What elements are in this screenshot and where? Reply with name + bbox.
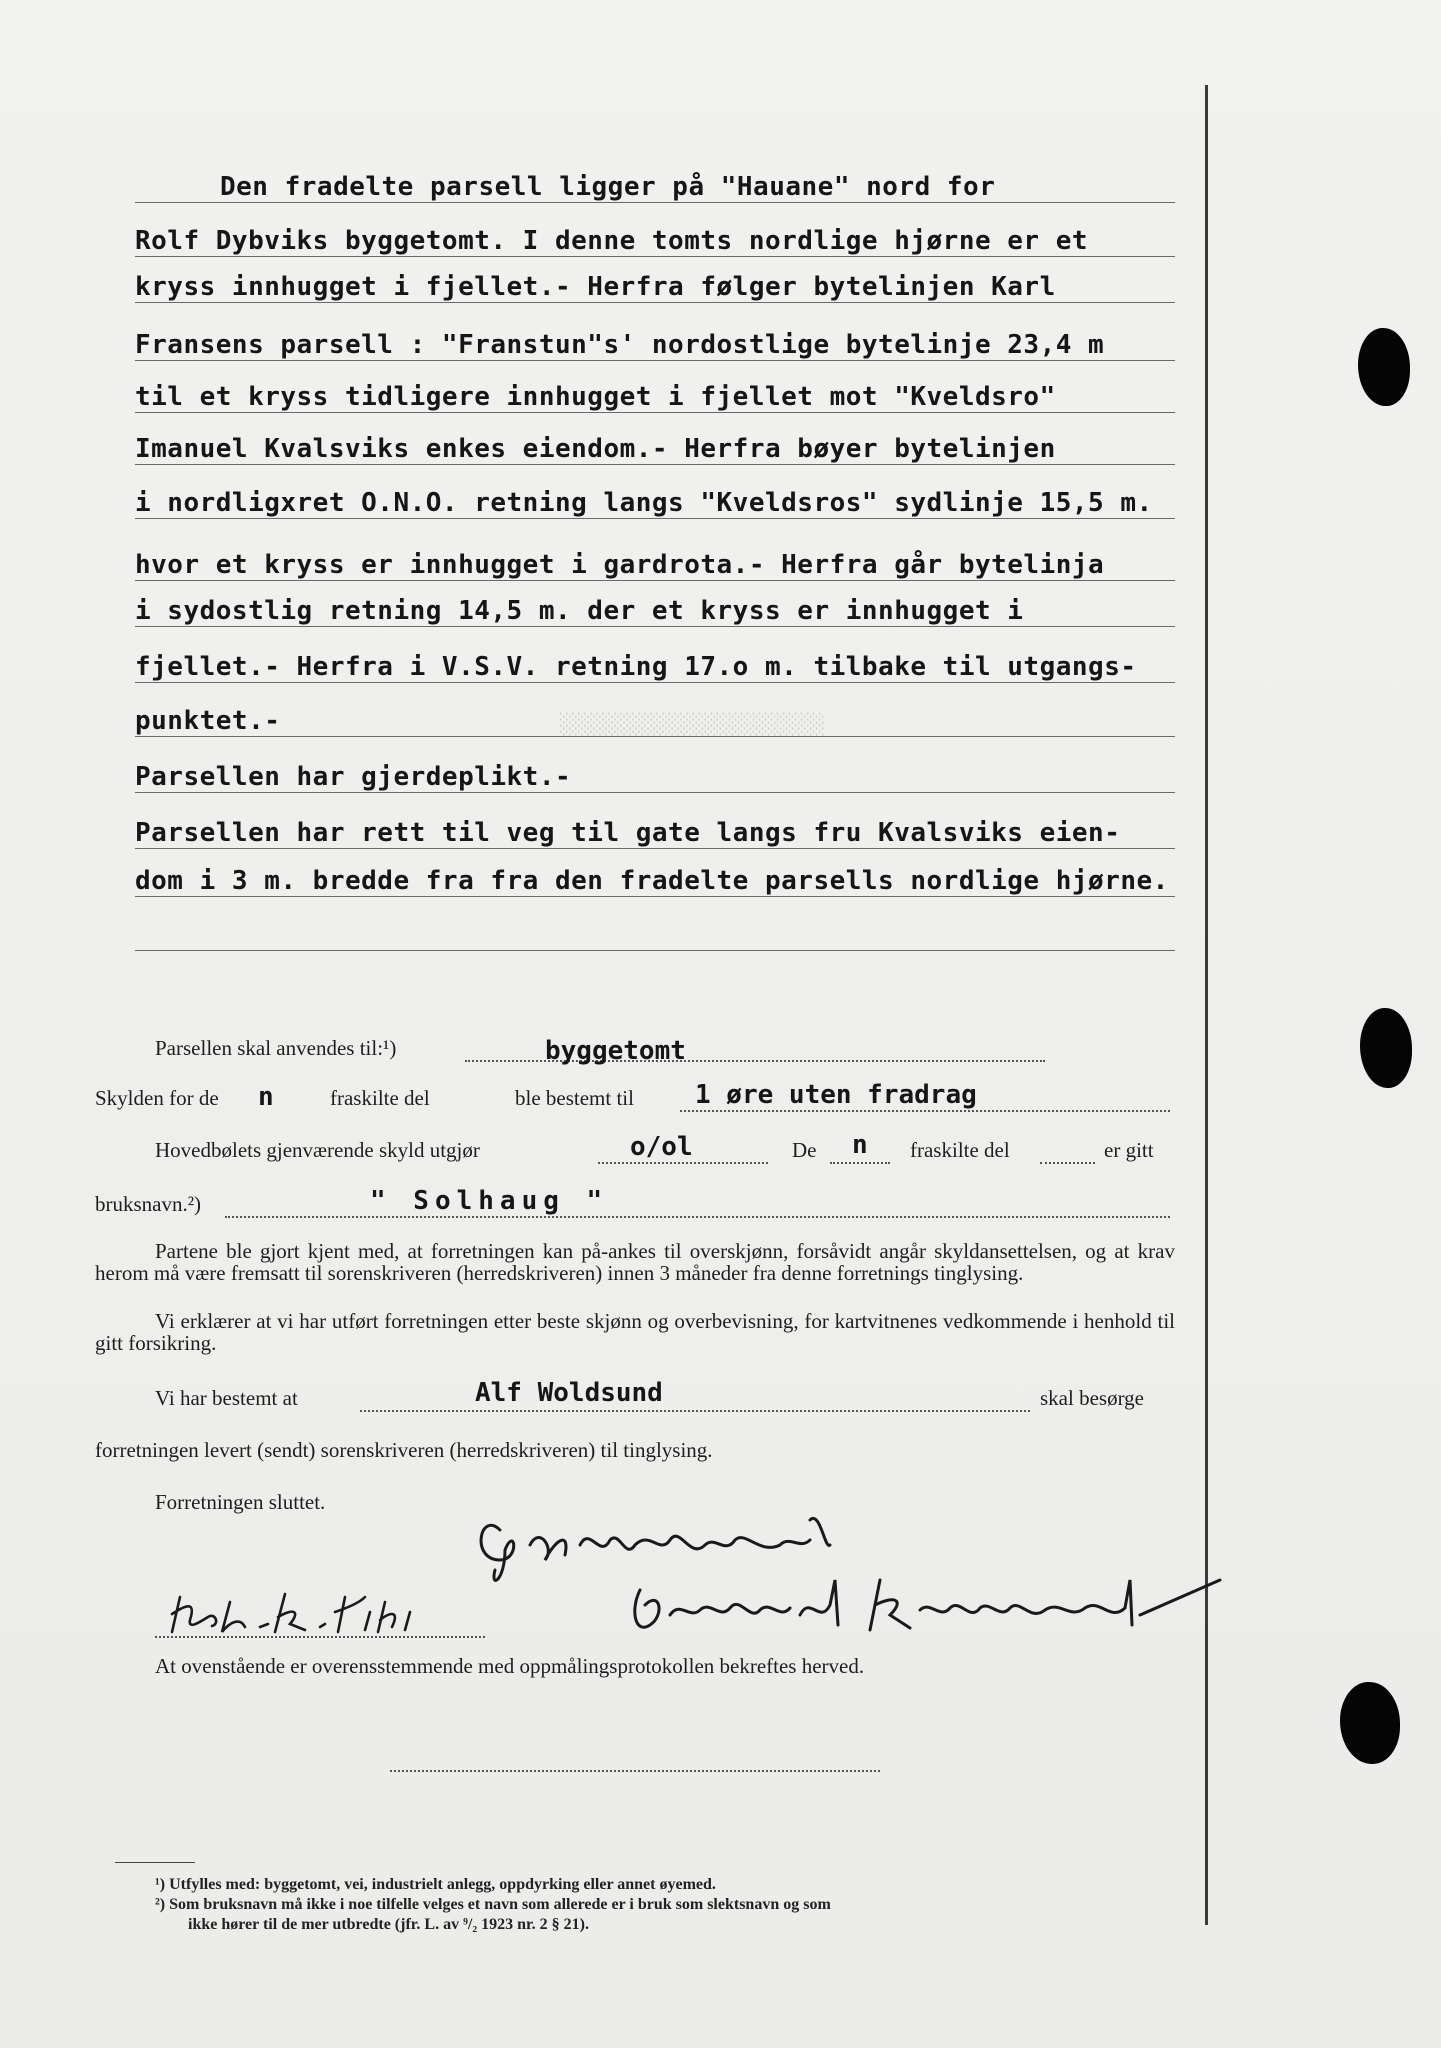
typed-line: i sydostlig retning 14,5 m. der et kryss er innhugget i: [135, 596, 1024, 626]
line-rule: [135, 896, 1175, 897]
line-rule: [135, 848, 1175, 849]
typed-line: til et kryss tidligere innhugget i fjellet mot "Kveldsro": [135, 382, 1056, 412]
hoved-value: o/ol: [630, 1132, 693, 1162]
bekreftes-line: At ovenstående er overensstemmende med oppmålingsprotokollen bekreftes herved.: [155, 1654, 865, 1678]
footnote-2: ²) Som bruksnavn må ikke i noe tilfelle velges et navn som allerede er i bruk som slektsnavn og som: [155, 1896, 831, 1913]
line-rule: [135, 464, 1175, 465]
typed-line: dom i 3 m. bredde fra fra den fradelte parsells nordlige hjørne.: [135, 866, 1169, 896]
typed-line: hvor et kryss er innhugget i gardrota.- Herfra går bytelinja: [135, 550, 1105, 580]
typed-line: Parsellen har rett til veg til gate langs fru Kvalsviks eien-: [135, 818, 1121, 848]
typed-line: Parsellen har gjerdeplikt.-: [135, 762, 572, 792]
bruksnavn-value: " Solhaug ": [370, 1186, 609, 1216]
footnote-1: ¹) Utfylles med: byggetomt, vei, industrielt anlegg, oppdyrking eller annet øyemed.: [155, 1876, 716, 1893]
hoved-de-dotted-line: [830, 1162, 890, 1164]
bleed-through: ░░░░░░░░░░░░░░░░░░░░░░: [560, 712, 825, 736]
hoved-label: Hovedbølets gjenværende skyld utgjør: [155, 1138, 480, 1162]
line-rule: [135, 202, 1175, 203]
typed-line: Imanuel Kvalsviks enkes eiendom.- Herfra bøyer bytelinjen: [135, 434, 1056, 464]
typed-line: Den fradelte parsell ligger på "Hauane" nord for: [220, 172, 996, 202]
bestemt-dotted-line: [360, 1410, 1030, 1412]
typed-line: Fransens parsell : "Franstun"s' nordostlige bytelinje 23,4 m: [135, 330, 1105, 360]
bruksnavn-label: bruksnavn.²): [95, 1192, 202, 1216]
hoved-gitt: er gitt: [1104, 1138, 1154, 1162]
line-rule: [135, 518, 1175, 519]
line-rule: [135, 302, 1175, 303]
line-rule: [135, 256, 1175, 257]
use-label: Parsellen skal anvendes til:¹): [155, 1036, 397, 1060]
typed-line: fjellet.- Herfra i V.S.V. retning 17.o m. tilbake til utgangs-: [135, 652, 1137, 682]
signature-right: [620, 1560, 1240, 1650]
signature-left-dotted-line: [155, 1636, 485, 1638]
signature-left: [160, 1582, 480, 1642]
appeal-text: Partene ble gjort kjent med, at forretningen kan på-ankes til overskjønn, forsåvidt angår skyldansettelsen, og at krav herom må være fremsatt til sorenskriveren (herredskriveren) innen 3 måneder fra denne forretnings tinglysing.: [95, 1239, 1175, 1285]
declaration-paragraph: [95, 1310, 1175, 1354]
line-rule: [135, 412, 1175, 413]
skyld-mid2: ble bestemt til: [515, 1086, 634, 1110]
punch-hole: [1358, 328, 1410, 406]
hoved-n: n: [852, 1130, 868, 1160]
typed-line: i nordligxret O.N.O. retning langs "Kveldsros" sydlinje 15,5 m.: [135, 488, 1153, 518]
bruksnavn-dotted-line: [225, 1216, 1170, 1218]
line-rule: [135, 736, 1175, 737]
line-rule: [135, 950, 1175, 951]
skyld-dotted-line: [680, 1110, 1170, 1112]
typed-line: kryss innhugget i fjellet.- Herfra følger bytelinjen Karl: [135, 272, 1056, 302]
line-rule: [135, 682, 1175, 683]
hoved-del-dotted-line: [1040, 1162, 1095, 1164]
bestemt-label: Vi har bestemt at: [155, 1386, 298, 1410]
sluttet-line: Forretningen sluttet.: [155, 1490, 326, 1514]
skyld-n: n: [258, 1082, 274, 1112]
line-rule: [135, 792, 1175, 793]
punch-hole: [1360, 1008, 1412, 1088]
signature-bottom-dotted-line: [390, 1770, 880, 1772]
levert-line: forretningen levert (sendt) sorenskriveren (herredskriveren) til tinglysing.: [95, 1438, 713, 1462]
use-value: byggetomt: [545, 1036, 686, 1066]
skyld-prefix: Skylden for de: [95, 1086, 219, 1110]
declaration-text: Vi erklærer at vi har utført forretningen etter beste skjønn og overbevisning, for kartvitnenes vedkommende i henhold til gitt forsikring.: [95, 1309, 1175, 1355]
line-rule: [135, 580, 1175, 581]
line-rule: [135, 360, 1175, 361]
skyld-value: 1 øre uten fradrag: [695, 1080, 977, 1110]
footnote-2-cont: ikke hører til de mer utbredte (jfr. L. av ⁹/₂ 1923 nr. 2 § 21).: [188, 1916, 589, 1933]
typed-line: Rolf Dybviks byggetomt. I denne tomts nordlige hjørne er et: [135, 226, 1089, 256]
bestemt-suffix: skal besørge: [1040, 1386, 1145, 1410]
appeal-paragraph: [95, 1240, 1175, 1284]
hoved-fraskilte: fraskilte del: [910, 1138, 1010, 1162]
bestemt-value: Alf Woldsund: [475, 1378, 663, 1408]
hoved-dotted-line: [598, 1162, 768, 1164]
line-rule: [135, 626, 1175, 627]
hoved-de: De: [792, 1138, 817, 1162]
footnote-rule: [115, 1862, 195, 1863]
punch-hole: [1340, 1682, 1400, 1764]
typed-line: punktet.-: [135, 706, 281, 736]
skyld-mid: fraskilte del: [330, 1086, 430, 1110]
